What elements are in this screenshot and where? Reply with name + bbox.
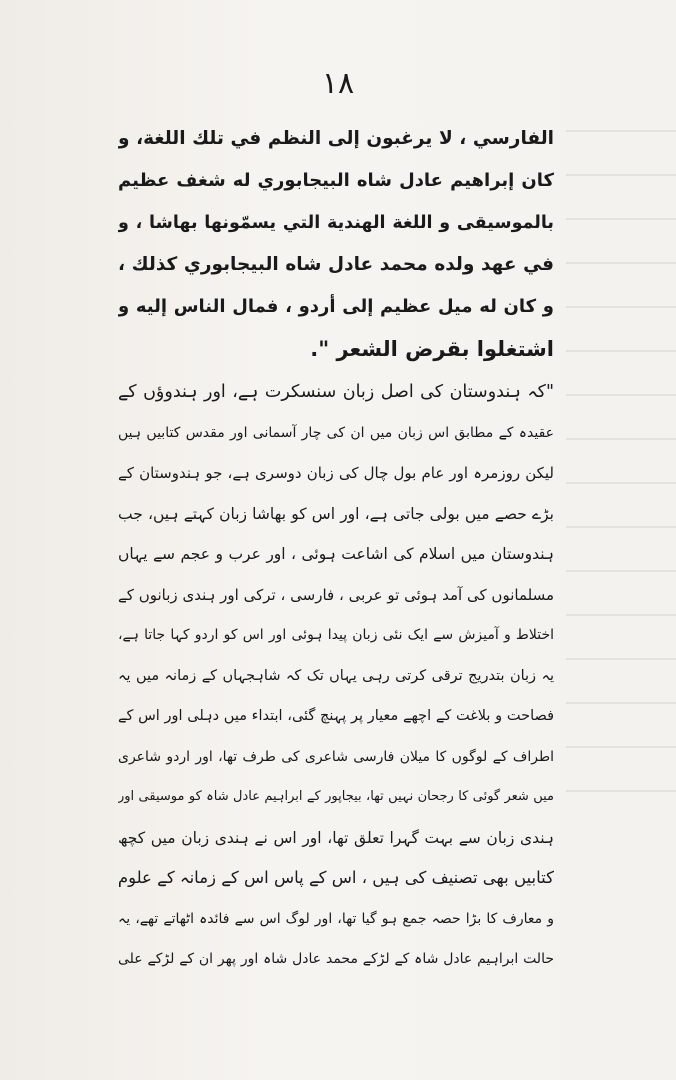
urdu-line: فصاحت و بلاغت کے اچھے معیار پر پہنچ گئی، ابتداء میں دہلی اور اس کے bbox=[118, 708, 554, 724]
urdu-line: اختلاط و آمیزش سے ایک نئی زبان پیدا ہوئی اور اس کو اردو کہا جاتا ہے، bbox=[118, 627, 554, 643]
urdu-translation-block bbox=[118, 372, 554, 980]
arabic-line: كان إبراهيم عادل شاه البيجابوري له شغف عظيم bbox=[118, 170, 554, 191]
urdu-line: کتابیں بھی تصنیف کی ہیں ، اس کے پاس اس کے زمانہ کے علوم bbox=[118, 868, 554, 887]
urdu-line: "کہ ہندوستان کی اصل زبان سنسکرت ہے، اور ہندوؤں کے bbox=[118, 382, 554, 402]
arabic-line: في عهد ولده محمد عادل شاه البيجابوري كذلك ، bbox=[118, 254, 554, 275]
show-through-text bbox=[566, 100, 676, 800]
urdu-line: میں شعر گوئی کا رجحان نہیں تھا، بیجاپور کے ابراہیم عادل شاہ کو موسیقی اور bbox=[118, 789, 554, 804]
arabic-quote-block bbox=[118, 118, 554, 370]
arabic-line: اشتغلوا بقرض الشعر ". bbox=[310, 337, 554, 361]
urdu-line: اطراف کے لوگوں کا میلان فارسی شاعری کی طرف تھا، اور اردو شاعری bbox=[118, 748, 554, 765]
page-number: ١٨ bbox=[321, 66, 355, 101]
arabic-line: و كان له ميل عظيم إلى أردو ، فمال الناس إليه و bbox=[118, 296, 554, 317]
arabic-line: بالموسيقى و اللغة الهندية التي يسمّونها بهاشا ، و bbox=[118, 213, 554, 233]
urdu-line: ہندی زبان سے بہت گہرا تعلق تھا، اور اس نے ہندی زبان میں کچھ bbox=[118, 828, 554, 847]
urdu-line: عقیدہ کے مطابق اس زبان میں ان کی چار آسمانی اور مقدس کتابیں ہیں bbox=[118, 424, 554, 441]
urdu-line: مسلمانوں کی آمد ہوئی تو عربی ، فارسی ، ترکی اور ہندی زبانوں کے bbox=[118, 585, 554, 604]
urdu-line: بڑے حصے میں بولی جاتی ہے، اور اس کو بھاشا زبان کہتے ہیں، جب bbox=[118, 504, 554, 523]
urdu-line: ہندوستان میں اسلام کی اشاعت ہوئی ، اور عرب و عجم سے یہاں bbox=[118, 545, 554, 563]
urdu-line: حالت ابراہیم عادل شاہ کے لڑکے محمد عادل شاہ اور پھر ان کے لڑکے علی bbox=[118, 951, 554, 967]
urdu-line: لیکن روزمرہ اور عام بول چال کی زبان دوسری ہے، جو ہندوستان کے bbox=[118, 464, 554, 482]
urdu-line: یہ زبان بتدریج ترقی کرتی رہی یہاں تک کہ شاہجہاں کے زمانہ میں یہ bbox=[118, 667, 554, 684]
urdu-line: و معارف کا بڑا حصہ جمع ہو گیا تھا، اور لوگ اس سے فائدہ اٹھاتے تھے، یہ bbox=[118, 910, 554, 927]
arabic-line: الفارسي ، لا يرغبون إلى النظم في تلك اللغة، و bbox=[118, 128, 554, 149]
